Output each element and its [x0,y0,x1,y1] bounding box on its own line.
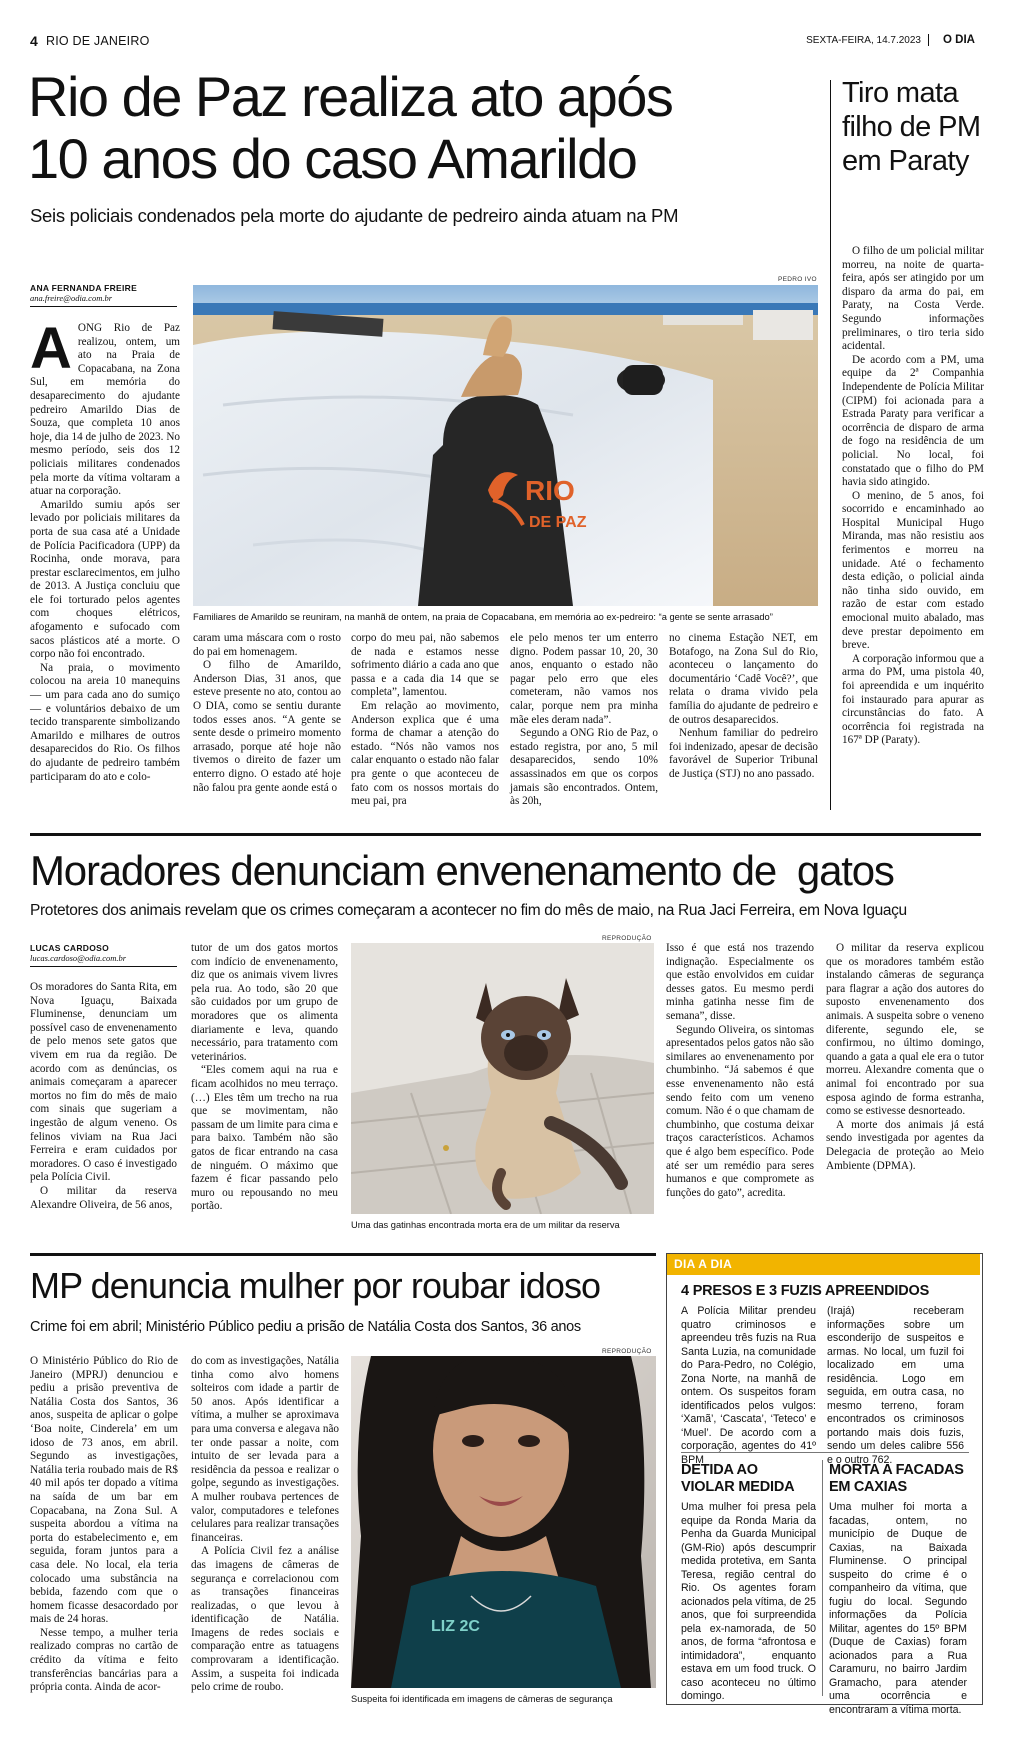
sidebar-divider [830,80,831,810]
story2-col3-p1: Isso é que está nos trazendo indignação. Especialmente os que estão envolvidos em cuidar desses gatos. Eu mesmo perdi minha gatinha nesse fim de semana”, disse. [666,942,814,1022]
sidebar-p4: A corporação informou que a arma do PM, uma pistola 40, foi apreendida e um inquérito foi instaurado para apurar as circunstâncias do fato. A ocorrência foi registrada na 167ª DP (Paraty). [842,652,984,747]
header-separator [928,34,930,46]
suspect-photo-caption: Suspeita foi identificada em imagens de câmeras de segurança [351,1694,613,1704]
story2-col1-p1: Os moradores do Santa Rita, em Nova Iguaçu, Baixada Fluminense, denunciam um possível caso de envenenamento de pelo menos sete gatos que vivem em rua da região. De acordo com as denúncias, os animais começaram a aparecer mortos no fim do mês de maio com sinais que sugeriam a ingestão de algum veneno. Os felinos viviam na Rua Jaci Ferreira e eram cuidados por moradores. O caso é investigado pela Polícia Civil. [30,981,177,1184]
story3-subhead: Crime foi em abril; Ministério Público pediu a prisão de Natália Costa dos Santos, 36 anos [30,1319,581,1335]
story1-column-2 [193,632,341,795]
byline-email-2: lucas.cardoso@odia.com.br [30,953,127,963]
suspect-photo [351,1356,656,1688]
cat-photo [351,943,654,1214]
drop-cap: A [30,316,72,381]
story1-col2-p1: caram uma máscara com o rosto do pai em homenagem. [193,632,341,658]
byline-name: ANA FERNANDA FREIRE [30,283,138,293]
story1-col3-p2: Em relação ao movimento, Anderson explica que é uma forma de chamar a atenção do estado. “Nós não vamos nos calar enquanto o estado não falar pra gente o que aconteceu de fato com os nossos mortais do meu pai, pra [351,699,499,808]
story2-column-4 [826,942,984,1173]
dia-a-dia-label: DIA A DIA [667,1254,980,1275]
edition-date: SEXTA-FEIRA, 14.7.2023 [806,35,921,46]
story1-col4-p1: ele pelo menos ter um enterro digno. Podem passar 10, 20, 30 anos, enquanto o estado não pagar pelo erro que eles cometeram, não vamos nos calar, porque nem pra minha mãe eles deram nada”. [510,632,658,726]
story3-column-1 [30,1355,178,1695]
sidebar-p1: O filho de um policial militar morreu, na noite de quarta-feira, após ser atingido por um disparo da arma do pai, em Paraty, na Costa Verde. Segundo informações preliminares, o tiro teria sido acidental. [842,245,984,353]
item3-headline-line2: EM CAXIAS [829,1479,907,1495]
byline-rule [30,306,177,307]
story1-col5-p2: Nenhum familiar do pedreiro foi indenizado, apesar de decisão favorável de Superior Tribunal de Justiça (STJ) no ano passado. [669,727,818,780]
story2-col4-p1: O militar da reserva explicou que os moradores também estão instalando câmeras de segurança para flagrar a ação dos autores do suposto envenenamento dos animais. A suspeita sobre o veneno diferente, segundo ele, se confirmou, no último domingo, quando a gata a qual ele era o tutor morreu. Alexandre comenta que o animal foi encontrado por sua esposa agindo de forma estranha, como se estivesse desnorteado. [826,942,984,1118]
item2-text: Uma mulher foi presa pela equipe da Ronda Maria da Penha da Guarda Municipal (GM-Rio) após descumprir medida protetiva, em Santa Teresa, região central do Rio. Os agentes foram acionados pela vítima, de 25 anos, que foi surpreendida pela ex-namorada, de 50 anos, de forma “afrontosa e intimidadora”, enquanto estava em um food truck. O caso aconteceu no último domingo. [681,1501,816,1702]
story3-col1-p1: O Ministério Público do Rio de Janeiro (MPRJ) denunciou e pediu a prisão preventiva de Natália Costa dos Santos, 36 anos, suspeita de aplicar o golpe ‘Boa noite, Cinderela’ em um idoso de 73 anos, em abril. Segundo as investigações, Natália teria roubado mais de R$ 40 mil após ter dopado a vítima na saída de um bar em Copacabana, na Zona Sul. A suspeita abordou a vítima na porta do estabelecimento e, em seguida, foram juntos para a casa dele. No local, ela teria colocado uma substância na bebida, fazendo com que o homem ficasse desacordado por mais de 24 horas. [30,1355,178,1626]
woman-photo-credit: REPRODUÇÃO [602,1348,652,1355]
item2-headline [681,1462,821,1496]
byline-name-2: LUCAS CARDOSO [30,943,109,953]
byline-rule-2 [30,966,177,967]
sidebar-p2: De acordo com a PM, uma equipe da 2ª Companhia Independente de Polícia Militar (CIPM) foi acionada para a Estrada Paraty para verificar a ocorrência de disparo de arma de fogo na residência de um policial. No local, foi constatado que o filho do PM havia sido atingido. [842,353,984,489]
beach-photo [193,285,818,606]
story1-col5-p1: no cinema Estação NET, em Botafogo, na Zona Sul do Rio, aconteceu o lançamento do documentário ‘Cadê Você?’, que relata o drama vivido pela família do ajudante de pedreiro e de outros desaparecidos. [669,632,818,726]
cat-photo-illustration [351,943,654,1214]
story1-headline-line2: 10 anos do caso Amarildo [28,127,637,190]
story3-headline: MP denuncia mulher por roubar idoso [30,1265,601,1306]
sidebar-headline: Tiro mata filho de PM em Paraty [842,77,981,177]
cat-photo-credit: REPRODUÇÃO [602,935,652,942]
story3-col2-p2: A Polícia Civil fez a análise das imagens de câmeras de segurança e correlacionou com as transações financeiras realizadas, o que levou à identificação de Natália. Imagens de redes sociais e comparação entre as tatuagens comprovaram a identificação. Assim, a suspeita foi indicada pelo crime de roubo. [191,1545,339,1694]
story3-col2-p1: do com as investigações, Natália tinha como alvo homens solteiros com idade a partir de 50 anos. Após identificar a vítima, a mulher se aproximava para uma conversa e alegava não ter onde passar a noite, com intuito de ser levada para a residência da pessoa e realizar o golpe, segundo as investigações. A mulher roubava pertences de valor, computadores e telefones celulares para realizar transações financeiras. [191,1355,339,1544]
section-rule-3 [30,1253,656,1256]
page-number: 4 [30,33,38,49]
story1-column-5 [669,632,818,782]
item3-headline-line1: MORTA A FACADAS [829,1462,964,1478]
item1-headline: 4 PRESOS E 3 FUZIS APREENDIDOS [681,1283,930,1299]
beach-photo-illustration [193,285,818,606]
sidebar-body [842,245,984,748]
item3-headline [829,1462,979,1496]
dia-a-dia-box [666,1253,983,1716]
shirt-text: LIZ 2C [431,1618,480,1635]
shirt-text-rio: RIO [525,475,575,506]
story3-col1-p2: Nesse tempo, a mulher teria realizado compras no cartão de crédito da vítima e feito transferências bancárias para a própria conta. Ainda de acor- [30,1626,178,1694]
story1-subhead: Seis policiais condenados pela morte do ajudante de pedreiro ainda atuam na PM [30,205,679,226]
story1-col2-p2: O filho de Amarildo, Anderson Dias, 31 anos, que esteve presente no ato, contou ao O DIA, como se sentiu durante todos esses anos. “A gente se sente desde o primeiro momento arrasado, porque até hoje não tivemos o direito de fazer um enterro digno. O estado até hoje não falou pra gente aonde está o [193,659,341,794]
story2-col3-p2: Segundo Oliveira, os sintomas apresentados pelos gatos não são similares ao envenenamento por chumbinho. “Já sabemos é que esse envenenamento não está sendo feito com um veneno comum. Não é o que chamam de chumbinho, que costuma deixar traços característicos. Achamos que é algo bem específico. Pode até ser um remédio para seres humanos e que compromete as funções do gato”, acredita. [666,1023,814,1199]
story2-column-3 [666,942,814,1200]
story2-headline: Moradores denunciam envenenamento de gatos [30,847,894,894]
story1-col1-p2: Amarildo sumiu após ser levado por policiais militares da porta de sua casa até a Unidade de Polícia Pacificadora (UPP) da Rocinha, onde morava, para prestar esclarecimentos, em julho de 2013. A Justiça concluiu que ele foi torturado pelos agentes com choques elétricos, afogamento e sufocado com sacos plásticos até a morte. O corpo não foi encontrado. [30,498,180,661]
shirt-text-de-paz: DE PAZ [529,514,587,531]
story2-col2-p1: tutor de um dos gatos mortos com indício de envenenamento, diz que os animais vivem livres pela rua. Ao todo, são 20 que são cuidados por um grupo de moradores que os alimenta diariamente e leva, quando necessário, para tratamento com veterinários. [191,942,338,1063]
story1-headline-line1: Rio de Paz realiza ato após [28,65,673,128]
story2-byline [30,943,177,967]
story1-col1-p1: ONG Rio de Paz realizou, ontem, um ato na Praia de Copacabana, na Zona Sul, em memória do desaparecimento do ajudante pedreiro Amarildo Dias de Souza, que completa 10 anos hoje, dia 14 de julho de 2023. No mesmo período, seis dos 12 policiais militares condenados pela morte da vítima voltaram a atuar na corporação. [30,322,180,498]
story1-lead-paragraph [30,316,180,499]
item2-headline-line1: DETIDA AO [681,1462,758,1478]
story1-column-4 [510,632,658,809]
story1-byline [30,283,177,307]
item2-headline-line2: VIOLAR MEDIDA [681,1479,795,1495]
story1-col1-p3: Na praia, o movimento colocou na areia 10 manequins — um para cada ano do sumiço — e voluntários debaixo de um tecido transparente simbolizando Amarildo e milhares de outros desaparecidos do Rio. Os filhos do ajudante de pedreiro também participaram do ato e colo- [30,661,180,783]
story2-col1-p2: O militar da reserva Alexandre Oliveira, de 56 anos, [30,1184,177,1211]
paper-name: O DIA [943,34,975,46]
suspect-photo-illustration [351,1356,656,1688]
item3-text: Uma mulher foi morta a facadas, ontem, no município de Duque de Caxias, na Baixada Fluminense. O principal suspeito do crime é o companheiro da vítima, que fugiu do local. Segundo informações da Polícia Militar, agentes do 15º BPM (Duque de Caxias) foram acionados para a Rua Caramuru, no bairro Jardim Gramacho, para atender uma ocorrência e encontraram a vítima morta. [829,1501,967,1716]
story1-col3-p1: corpo do meu pai, não sabemos de nada e estamos nesse sofrimento diário a cada ano que passa e a cada dia 14 que se completa”, lamentou. [351,632,499,699]
photo-credit: PEDRO IVO [778,276,817,283]
story1-column-1 [30,316,180,784]
box-inner-vertical [822,1460,823,1696]
item1-column-2: (Irajá) receberam informações sobre um esconderijo de suspeitos e armas. No local, um fuzil foi localizado em uma residência. Logo em seguida, em outra casa, no mesmo terreno, foram encontrados os criminosos portando mais dois fuzis, sendo um deles calibre 556 e o outro 762. [827,1305,964,1466]
story2-column-1 [30,981,177,1212]
byline-email: ana.freire@odia.com.br [30,293,113,303]
sidebar-p3: O menino, de 5 anos, foi socorrido e encaminhado ao Hospital Municipal Hugo Miranda, mas não resistiu aos ferimentos e morreu na unidade. Até o fechamento desta edição, o policial ainda não tinha sido ouvido, em razão de estar com estado emocional muito abalado, mas deve prestar depoimento em breve. [842,489,984,652]
story1-headline [28,66,748,190]
section-rule-2 [30,833,981,836]
box-inner-rule [681,1452,969,1453]
section-name: RIO DE JANEIRO [46,34,150,48]
story2-col4-p2: A morte dos animais já está sendo investigada por agentes da Delegacia de proteção ao Meio Ambiente (DPMA). [826,1118,984,1172]
story3-column-2 [191,1355,339,1695]
story2-col2-p2: “Eles comem aqui na rua e ficam acolhidos no meu terraço. (…) Eles têm um trecho na rua que se movimentam, não passam de um limite para cima e para baixo. Também não são gatos de ficar entrando na casa de ninguém. O máximo que fazem é ficar passando pelo muro ou repousando no meu portão. [191,1064,338,1213]
page-header [30,33,981,49]
beach-photo-caption: Familiares de Amarildo se reuniram, na manhã de ontem, na praia de Copacabana, em memória ao ex-pedreiro: “a gente se sente arrasado” [193,612,773,622]
story2-column-2 [191,942,338,1214]
item1-column-1: A Polícia Militar prendeu quatro criminosos e apreendeu três fuzis na Rua Santa Luzia, na comunidade do Para-Pedro, no Colégio, Zona Norte, na manhã de ontem. Os suspeitos foram identificados pelos vulgos: ‘Xamã’, ‘Cascata’, ‘Teteco’ e ‘Muel’. De acordo com a corporação, agentes do 41º BPM [681,1305,816,1466]
cat-photo-caption: Uma das gatinhas encontrada morta era de um militar da reserva [351,1220,620,1230]
story1-col4-p2: Segundo a ONG Rio de Paz, o estado registra, por ano, 5 mil desaparecidos, sendo 10% assassinados em que os corpos jamais são encontrados. Ontem, às 20h, [510,727,658,808]
story2-subhead: Protetores dos animais revelam que os crimes começaram a acontecer no fim do mês de maio, na Rua Jaci Ferreira, em Nova Iguaçu [30,902,907,919]
story1-column-3 [351,632,499,809]
